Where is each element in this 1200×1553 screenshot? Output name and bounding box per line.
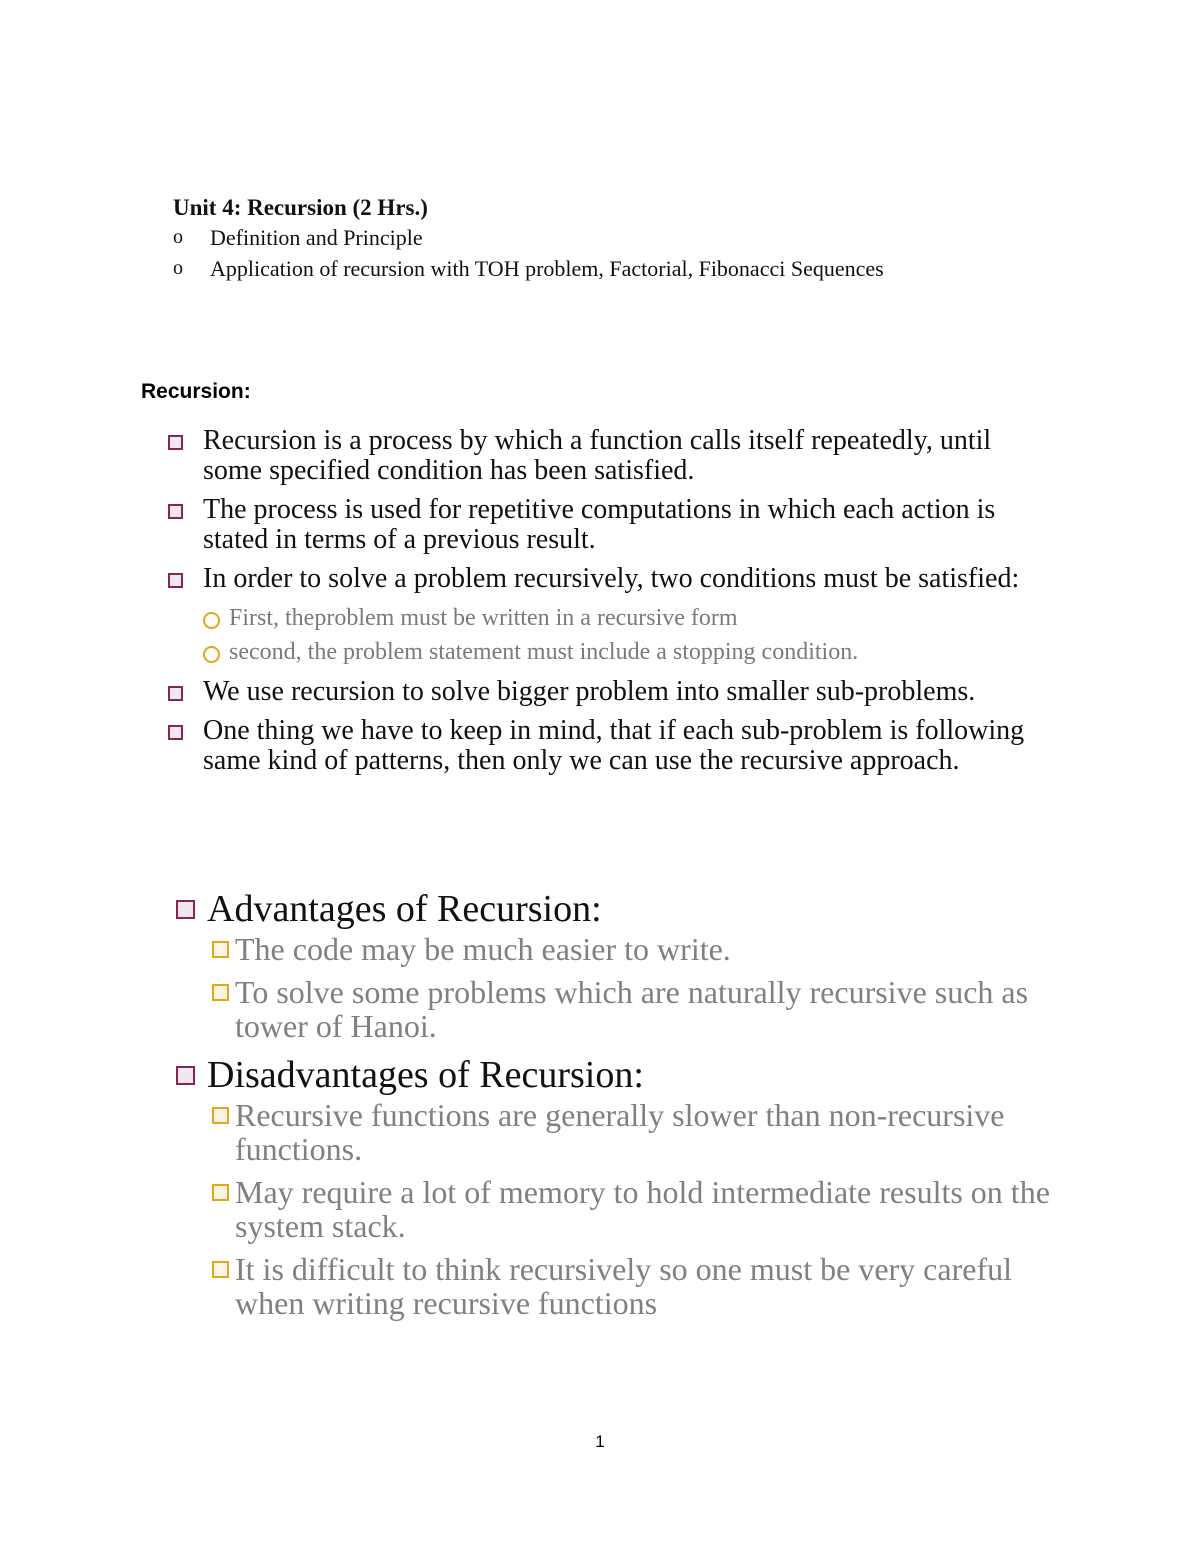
advantages-heading — [176, 886, 1056, 932]
advantage-text: The code may be much easier to write. — [235, 931, 731, 967]
square-bullet-icon — [168, 573, 183, 588]
ring-bullet-icon — [203, 646, 220, 663]
unit-item — [173, 253, 1053, 284]
advantage-item — [212, 932, 1056, 966]
condition-text: First, theproblem must be written in a recursive form — [229, 605, 738, 631]
square-bullet-icon — [168, 435, 183, 450]
disadvantage-item — [212, 1098, 1056, 1166]
square-bullet-icon — [176, 1066, 195, 1085]
disadvantage-text: May require a lot of memory to hold intermediate results on the system stack. — [235, 1174, 1050, 1244]
advantage-item — [212, 975, 1056, 1043]
unit-title: Unit 4: Recursion (2 Hrs.) — [173, 195, 428, 220]
list-item-text: Recursion is a process by which a function calls itself repeatedly, until some specified condition has been satisfied. — [203, 425, 992, 486]
square-bullet-icon — [168, 504, 183, 519]
square-bullet-icon — [212, 1184, 229, 1201]
circle-bullet-icon: o — [173, 257, 183, 279]
list-item-text: In order to solve a problem recursively, two conditions must be satisfied: — [203, 563, 1020, 594]
list-item-text: We use recursion to solve bigger problem into smaller sub-problems. — [203, 676, 976, 707]
list-item — [165, 564, 1045, 594]
unit-header — [173, 194, 1053, 284]
disadvantage-item — [212, 1175, 1056, 1243]
condition-text: second, the problem statement must include a stopping condition. — [229, 639, 859, 665]
list-item-text: One thing we have to keep in mind, that if each sub-problem is following same kind of patterns, then only we can use the recursive approach. — [203, 715, 1025, 776]
square-bullet-icon — [212, 941, 229, 958]
circle-bullet-icon: o — [173, 226, 183, 248]
disadvantage-item — [212, 1252, 1056, 1320]
condition-item — [203, 603, 1045, 633]
square-bullet-icon — [168, 725, 183, 740]
disadvantage-text: Recursive functions are generally slower than non-recursive functions. — [235, 1097, 1005, 1167]
section-heading: Recursion: — [141, 380, 251, 403]
condition-item — [203, 637, 1045, 667]
disadvantages-heading-text: Disadvantages of Recursion: — [207, 1054, 644, 1096]
page-number: 1 — [595, 1432, 605, 1451]
advantages-heading-text: Advantages of Recursion: — [207, 888, 602, 930]
unit-item-text: Application of recursion with TOH problem, Factorial, Fibonacci Sequences — [210, 256, 884, 281]
list-item — [165, 677, 1045, 707]
disadvantage-text: It is difficult to think recursively so one must be very careful when writing recursive functions — [235, 1251, 1012, 1321]
pros-cons-section — [176, 886, 1056, 1329]
list-item — [165, 426, 1045, 486]
square-bullet-icon — [176, 900, 195, 919]
advantage-text: To solve some problems which are naturally recursive such as tower of Hanoi. — [235, 974, 1029, 1044]
recursion-bullet-list — [165, 426, 1045, 785]
square-bullet-icon — [212, 1107, 229, 1124]
unit-item — [173, 222, 1053, 253]
square-bullet-icon — [168, 686, 183, 701]
ring-bullet-icon — [203, 612, 220, 629]
list-item — [165, 716, 1045, 776]
disadvantages-heading — [176, 1052, 1056, 1098]
unit-item-text: Definition and Principle — [210, 225, 423, 250]
list-item-text: The process is used for repetitive computations in which each action is stated in terms of a previous result. — [203, 494, 996, 555]
list-item — [165, 495, 1045, 555]
square-bullet-icon — [212, 984, 229, 1001]
square-bullet-icon — [212, 1261, 229, 1278]
